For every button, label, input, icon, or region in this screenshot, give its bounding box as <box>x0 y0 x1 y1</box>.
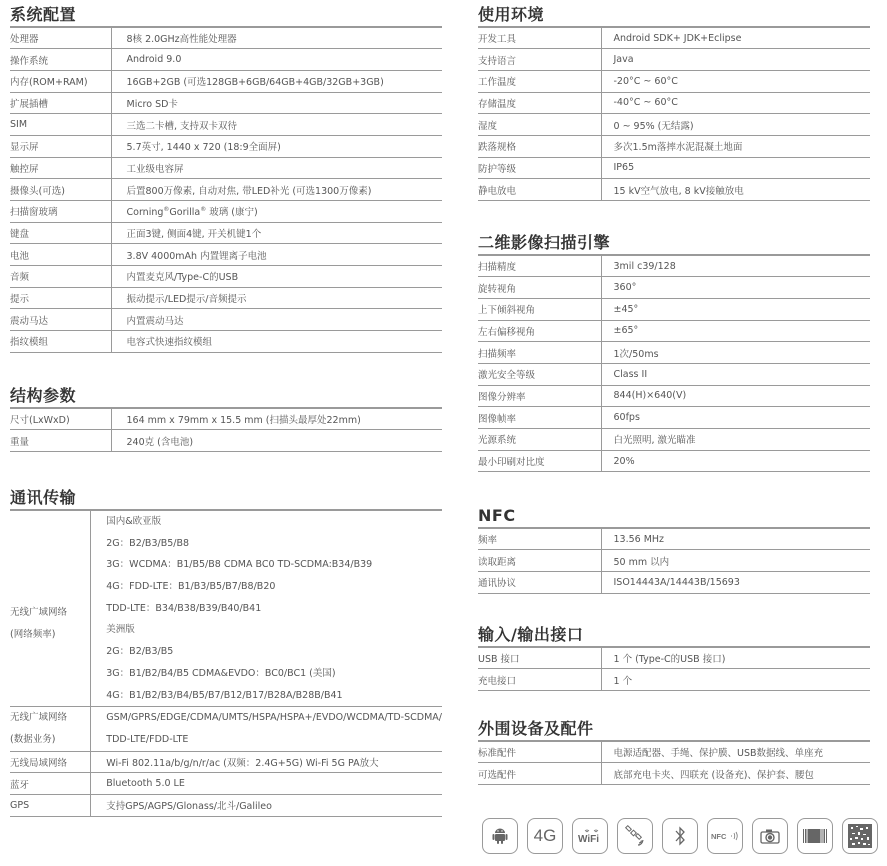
svg-text:WiFi: WiFi <box>578 834 600 845</box>
spec-key <box>10 510 91 707</box>
table-row <box>10 510 442 707</box>
spec-table-system <box>10 26 442 353</box>
spec-value: 1 个 (Type-C的USB 接口) <box>601 647 870 669</box>
spec-value-line: GSM/GPRS/EDGE/CDMA/UMTS/HSPA/HSPA+/EVDO/WCDMA/TD-SCDMA/ <box>106 712 442 724</box>
spec-value: Class II <box>601 363 870 385</box>
spec-key: 上下倾斜视角 <box>478 298 601 320</box>
android-icon <box>482 818 518 854</box>
4g-label: 4G <box>533 826 557 845</box>
spec-value-part: Corning <box>126 207 164 219</box>
spec-key: 扫描精度 <box>478 255 601 277</box>
spec-value: Java <box>601 49 870 71</box>
spec-key <box>10 707 91 751</box>
spec-value-line: TDD-LTE/FDD-LTE <box>106 733 189 745</box>
spec-key: 光源系统 <box>478 429 601 451</box>
section-title-system: 系统配置 <box>10 5 77 24</box>
spec-key: 处理器 <box>10 27 111 49</box>
spec-key: 图像帧率 <box>478 407 601 429</box>
registered-mark: ® <box>163 206 170 214</box>
bluetooth-icon <box>662 818 698 854</box>
table-row <box>10 794 442 816</box>
spec-key: 静电放电 <box>478 179 601 201</box>
spec-value: 底部充电卡夹、四联充 (设备充)、保护套、腰包 <box>601 763 870 785</box>
table-row <box>10 408 442 430</box>
section-accessories <box>478 719 870 785</box>
spec-value: 13.56 MHz <box>601 528 870 550</box>
spec-value: 15 kV空气放电, 8 kV接触放电 <box>601 179 870 201</box>
section-environment <box>478 5 870 201</box>
spec-value: 240克 (含电池) <box>111 430 442 452</box>
spec-value: 16GB+2GB (可选128GB+6GB/64GB+4GB/32GB+3GB) <box>111 70 442 92</box>
spec-key-line: (数据业务) <box>10 733 56 745</box>
spec-value: 白光照明, 激光瞄准 <box>601 429 870 451</box>
spec-key: 最小印刷对比度 <box>478 450 601 472</box>
spec-key: 读取距离 <box>478 550 601 572</box>
spec-key: SIM <box>10 114 111 136</box>
table-row <box>478 70 870 92</box>
table-row <box>10 157 442 179</box>
spec-key: 充电接口 <box>478 669 601 691</box>
spec-value: 后置800万像素, 自动对焦, 带LED补光 (可选1300万像素) <box>111 179 442 201</box>
spec-value: 1 个 <box>601 669 870 691</box>
nfc-label: NFC <box>711 832 727 841</box>
spec-value: 164 mm x 79mm x 15.5 mm (扫描头最厚处22mm) <box>111 408 442 430</box>
wifi-icon <box>572 818 608 854</box>
spec-key: 操作系统 <box>10 49 111 71</box>
table-row <box>10 201 442 223</box>
spec-table-communication <box>10 509 442 817</box>
spec-key: 标准配件 <box>478 741 601 763</box>
spec-value: 0 ~ 95% (无结露) <box>601 114 870 136</box>
table-row <box>10 430 442 452</box>
table-row <box>478 342 870 364</box>
table-row <box>10 49 442 71</box>
spec-value <box>91 707 442 751</box>
table-row <box>478 741 870 763</box>
section-title-structure: 结构参数 <box>10 386 77 405</box>
spec-value-line: 3G：B1/B2/B4/B5 CDMA&EVDO：BC0/BC1 (美国) <box>106 667 336 679</box>
table-row <box>10 179 442 201</box>
spec-table-nfc <box>478 527 870 594</box>
table-row <box>478 320 870 342</box>
spec-key: 震动马达 <box>10 309 111 331</box>
spec-key: 旋转视角 <box>478 277 601 299</box>
table-row <box>10 331 442 353</box>
spec-value: 工业级电容屏 <box>111 157 442 179</box>
spec-value-line: 4G：FDD-LTE：B1/B3/B5/B7/B8/B20 <box>106 581 276 593</box>
table-row <box>478 49 870 71</box>
table-row <box>478 92 870 114</box>
spec-value: 支持GPS/AGPS/Glonass/北斗/Galileo <box>91 794 442 816</box>
spec-value-line: 4G：B1/B2/B3/B4/B5/B7/B12/B17/B28A/B28B/B41 <box>106 689 343 701</box>
table-row <box>478 277 870 299</box>
spec-value: Bluetooth 5.0 LE <box>91 773 442 795</box>
spec-key: 显示屏 <box>10 135 111 157</box>
table-row <box>478 669 870 691</box>
section-title-scan-engine: 二维影像扫描引擎 <box>478 233 611 252</box>
table-row <box>478 363 870 385</box>
spec-key: 无线局域网络 <box>10 751 91 773</box>
spec-key: 左右偏移视角 <box>478 320 601 342</box>
spec-key: 图像分辨率 <box>478 385 601 407</box>
spec-key: 跌落规格 <box>478 135 601 157</box>
spec-value: Micro SD卡 <box>111 92 442 114</box>
spec-value: ±45° <box>601 298 870 320</box>
spec-value-line: 国内&欧亚版 <box>106 516 162 527</box>
spec-value: 20% <box>601 450 870 472</box>
spec-key-line: 无线广域网络 <box>10 606 68 618</box>
spec-value: 电容式快速指纹模组 <box>111 331 442 353</box>
gps-satellite-icon <box>617 818 653 854</box>
table-row <box>478 763 870 785</box>
spec-key: 扩展插槽 <box>10 92 111 114</box>
table-row <box>10 773 442 795</box>
table-row <box>10 222 442 244</box>
spec-table-structure <box>10 407 442 452</box>
spec-key: 扫描窗玻璃 <box>10 201 111 223</box>
section-structure <box>10 386 442 452</box>
qrcode-icon <box>842 818 878 854</box>
spec-value: 844(H)×640(V) <box>601 385 870 407</box>
table-row <box>478 255 870 277</box>
spec-key: 内存(ROM+RAM) <box>10 70 111 92</box>
table-row <box>478 571 870 593</box>
table-row <box>478 528 870 550</box>
spec-table-io <box>478 646 870 691</box>
table-row <box>10 751 442 773</box>
section-title-nfc: NFC <box>478 506 516 525</box>
section-title-accessories: 外围设备及配件 <box>478 719 594 738</box>
spec-key: 指纹模组 <box>10 331 111 353</box>
spec-key: 提示 <box>10 287 111 309</box>
table-row <box>10 266 442 288</box>
spec-value <box>111 201 442 223</box>
camera-icon <box>752 818 788 854</box>
spec-table-accessories <box>478 740 870 785</box>
table-row <box>478 298 870 320</box>
spec-key: 通讯协议 <box>478 571 601 593</box>
spec-key: GPS <box>10 794 91 816</box>
table-row <box>478 135 870 157</box>
spec-value: 多次1.5m落摔水泥混凝土地面 <box>601 135 870 157</box>
section-scan-engine <box>478 233 870 472</box>
spec-key: 湿度 <box>478 114 601 136</box>
nfc-icon <box>707 818 743 854</box>
spec-key: 键盘 <box>10 222 111 244</box>
spec-value: IP65 <box>601 157 870 179</box>
feature-icons-row <box>482 818 878 854</box>
table-row <box>10 287 442 309</box>
table-row <box>478 27 870 49</box>
spec-key: 频率 <box>478 528 601 550</box>
table-row <box>478 407 870 429</box>
table-row <box>10 70 442 92</box>
spec-value-part: Gorilla <box>169 207 201 219</box>
spec-value: 50 mm 以内 <box>601 550 870 572</box>
table-row <box>10 27 442 49</box>
section-nfc <box>478 506 870 594</box>
spec-key: 重量 <box>10 430 111 452</box>
barcode-icon <box>797 818 833 854</box>
table-row <box>478 647 870 669</box>
spec-key: 摄像头(可选) <box>10 179 111 201</box>
spec-key: 尺寸(LxWxD) <box>10 408 111 430</box>
spec-key: 扫描频率 <box>478 342 601 364</box>
table-row <box>10 92 442 114</box>
spec-key: 可选配件 <box>478 763 601 785</box>
spec-value <box>91 510 442 707</box>
table-row <box>478 179 870 201</box>
spec-value-part: 玻璃 (康宁) <box>206 207 258 219</box>
spec-key: 激光安全等级 <box>478 363 601 385</box>
spec-value: ±65° <box>601 320 870 342</box>
spec-value: 360° <box>601 277 870 299</box>
section-io <box>478 625 870 691</box>
table-row <box>10 135 442 157</box>
table-row <box>478 550 870 572</box>
spec-value: 电源适配器、手绳、保护膜、USB数据线、单座充 <box>601 741 870 763</box>
spec-key-line: 无线广域网络 <box>10 712 68 724</box>
spec-value-line: 美洲版 <box>106 624 135 636</box>
spec-key: USB 接口 <box>478 647 601 669</box>
spec-value-line: 3G：WCDMA：B1/B5/B8 CDMA BC0 TD-SCDMA:B34/B39 <box>106 559 373 571</box>
table-row <box>478 157 870 179</box>
section-title-environment: 使用环境 <box>478 5 545 24</box>
spec-key: 触控屏 <box>10 157 111 179</box>
table-row <box>478 450 870 472</box>
spec-value: 3mil c39/128 <box>601 255 870 277</box>
spec-value: 1次/50ms <box>601 342 870 364</box>
spec-value: 内置麦克风/Type-C的USB <box>111 266 442 288</box>
spec-key: 防护等级 <box>478 157 601 179</box>
spec-value: 3.8V 4000mAh 内置锂离子电池 <box>111 244 442 266</box>
spec-key: 工作温度 <box>478 70 601 92</box>
spec-value: Wi-Fi 802.11a/b/g/n/r/ac (双频：2.4G+5G) Wi-Fi 5G PA放大 <box>91 751 442 773</box>
spec-value: Android SDK+ JDK+Eclipse <box>601 27 870 49</box>
table-row <box>10 707 442 751</box>
spec-key: 音频 <box>10 266 111 288</box>
section-communication <box>10 488 442 817</box>
spec-value: 内置震动马达 <box>111 309 442 331</box>
spec-value: 三选二卡槽, 支持双卡双待 <box>111 114 442 136</box>
spec-value-line: 2G：B2/B3/B5 <box>106 646 174 658</box>
spec-value: 60fps <box>601 407 870 429</box>
spec-value: 5.7英寸, 1440 x 720 (18:9全面屏) <box>111 135 442 157</box>
spec-key-line: (网络频率) <box>10 628 56 640</box>
table-row <box>478 429 870 451</box>
section-system <box>10 5 442 353</box>
spec-value: Android 9.0 <box>111 49 442 71</box>
spec-key: 支持语言 <box>478 49 601 71</box>
spec-table-scan-engine <box>478 254 870 472</box>
spec-value: ISO14443A/14443B/15693 <box>601 571 870 593</box>
spec-key: 存储温度 <box>478 92 601 114</box>
table-row <box>478 385 870 407</box>
table-row <box>10 309 442 331</box>
spec-value-line: 2G：B2/B3/B5/B8 <box>106 537 190 549</box>
table-row <box>10 244 442 266</box>
spec-value-line: TDD-LTE：B34/B38/B39/B40/B41 <box>106 602 262 614</box>
spec-key: 电池 <box>10 244 111 266</box>
spec-value: 8核 2.0GHz高性能处理器 <box>111 27 442 49</box>
table-row <box>10 114 442 136</box>
spec-value: -40°C ~ 60°C <box>601 92 870 114</box>
spec-value: 正面3键, 侧面4键, 开关机键1个 <box>111 222 442 244</box>
spec-value: -20°C ~ 60°C <box>601 70 870 92</box>
spec-table-environment <box>478 26 870 201</box>
4g-icon <box>527 818 563 854</box>
spec-key: 开发工具 <box>478 27 601 49</box>
section-title-communication: 通讯传输 <box>10 488 77 507</box>
table-row <box>478 114 870 136</box>
spec-value: 振动提示/LED提示/音频提示 <box>111 287 442 309</box>
spec-key: 蓝牙 <box>10 773 91 795</box>
registered-mark: ® <box>200 206 207 214</box>
section-title-io: 输入/输出接口 <box>478 625 584 644</box>
